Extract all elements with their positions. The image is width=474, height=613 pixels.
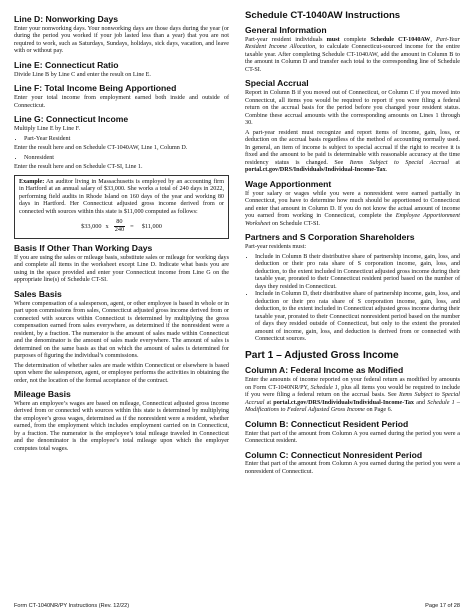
special-accrual-url: portal.ct.gov/DRS/Individuals/Individual-Income-Tax (245, 167, 386, 174)
special-accrual-text-2 (245, 130, 460, 175)
example-formula (19, 219, 224, 234)
line-g-text-1: Enter the result here and on Schedule CT-1040AW, Line 1, Column D. (14, 145, 188, 151)
line-g-bullet-part-year: • Part-Year Resident (24, 136, 229, 144)
line-g-list-1 (14, 136, 229, 144)
column-a-text (245, 377, 460, 415)
general-must: must (326, 36, 340, 43)
formula-equals: = (130, 222, 134, 230)
formula-result: $11,000 (141, 222, 162, 230)
part1-heading: Part 1 – Adjusted Gross Income (245, 349, 399, 361)
page-footer (14, 603, 460, 609)
line-f-heading: Line F: Total Income Being Apportioned (14, 83, 177, 94)
general-schedule-name: Schedule CT-1040AW (370, 36, 431, 43)
special-text-part: . (385, 167, 388, 174)
sales-text-1: Where compensation of a salesperson, agent, or other employee is based in whole or in part upon commissions from sales, Connecticut adjusted gross income derived from or connected with sources within Connecticut is determined by multiplying the gross compensation earned from sales everywhere, as determined if the nonresident were a resident, by a fraction. The numerator is the amount of sales made within Connecticut and the denominator is the amount of sales made everywhere. The amount of sales is determined on the same basis as that on which the amount of sales is determined for purposes of figuring the individual’s commissions. (14, 300, 229, 360)
left-column (14, 10, 229, 478)
partners-list (245, 254, 460, 344)
col-a-text-part: and (414, 399, 428, 406)
special-accrual-ref: Items Subject to Special Accrual (349, 159, 450, 166)
example-box (14, 175, 229, 239)
line-g-list-2 (14, 155, 229, 163)
formula-salary: $33,000 (81, 222, 102, 230)
general-text (245, 37, 460, 75)
col-a-text-part: at (264, 399, 274, 406)
general-schedule-title: Part-Year Resident Income Allocation (245, 36, 460, 51)
line-e-heading: Line E: Connecticut Ratio (14, 59, 119, 70)
column-b-text: Enter that part of the amount from Column A you earned during the period you were a Connecticut resident. (245, 430, 460, 444)
line-f-text: Enter your total income from employment earned both inside and outside of Connecticut. (14, 95, 229, 109)
general-heading: General Information (245, 25, 327, 36)
sales-heading: Sales Basis (14, 288, 62, 299)
mileage-text: Where an employee’s wages are based on mileage, Connecticut adjusted gross income derived from or connected with sources within this state is determined by multiplying the employee’s gross wages, determined as if the nonresident were a resident, whether earned, from the employment which includes employment carried on in Connecticut, by a fraction. The numerator is the employee’s total mileage traveled in Connecticut and the denominator is the employee’s total mileage upon which the employer computes total wages. (14, 400, 229, 452)
partners-intro: Part-year residents must: (245, 244, 307, 251)
instructions-title: Schedule CT-1040AW Instructions (245, 10, 401, 21)
right-column (245, 10, 460, 478)
col-a-modifications-ref: Schedule 1 – Modifications to Federal Adjusted Gross Income (245, 399, 460, 414)
col-a-text-part: , plus all items you would be required to include if you were filing a federal return on the accrual basis. See (245, 384, 460, 399)
wage-text (245, 191, 460, 229)
partners-bullet-1: • Include in Column B their distributive share of partnership income, gain, loss, and deduction or their pro rata share of S corporation income, gain, loss, and deduction, to the extent included in Connecticut adjusted gross income during their taxable year, prorated to their Connecticut resident period based on the number of days they resided in Connecticut. (255, 254, 460, 292)
line-d-heading: Line D: Nonworking Days (14, 14, 119, 24)
general-text-part: complete (339, 36, 371, 43)
line-g-text-2: Enter the result here and on Schedule CT-SI, Line 1. (14, 164, 143, 170)
line-g-bullet-nonresident: • Nonresident (24, 155, 229, 163)
special-text-part: A part-year resident must recognize and report items of income, gain, loss, or deduction on the accrual basis regardless of the method of accounting normally used. In general, an item of income is subject to special accrual if the right to receive it is fixed and the amount to be paid is determinable with reasonable accuracy at the time residency status is changed. See (245, 129, 460, 166)
footer-form-id: Form CT-1040NR/PY Instructions (Rev. 12/22) (14, 603, 130, 609)
basis-text: If you are using the sales or mileage basis, substitute sales or mileage for working days and complete all items in the worksheet except Line D. Indicate what basis you are using in the space provided and enter your Connecticut income from Line G on the appropriate line(s) of Schedule CT-SI. (14, 254, 229, 284)
formula-times: x (105, 222, 109, 230)
col-a-text-part: on Page 6. (364, 407, 393, 414)
mileage-heading: Mileage Basis (14, 389, 71, 400)
column-c-text: Enter that part of the amount from Column A you earned during the period you were a nonresident of Connecticut. (245, 461, 460, 475)
column-a-heading: Column A: Federal Income as Modified (245, 365, 404, 376)
general-text-part: Part-year resident individuals (245, 36, 327, 43)
general-text-part: , (430, 36, 436, 43)
sales-text-2: The determination of whether sales are made within Connecticut or elsewhere is based upon where the salesperson, agent, or employee performs the activities in obtaining the order, not the location of the formal acceptance of the contract. (14, 362, 229, 384)
wage-text-part: If your salary or wages while you were a nonresident were earned partially in Connecticut, you have to determine how much should be apportioned to Connecticut and enter that amount in Column D. If you do not know the actual amount of income you earned from working in Connecticut, complete the (245, 190, 460, 220)
example-body: An auditor living in Massachusetts is employed by an accounting firm in Hartford at an annual salary of $33,000. She works a total of 240 days in 2022, performing field audits in Rhode Island on 160 days of the year and working 80 days in Hartford. Her Connecticut adjusted gross income derived from or connected with sources within this state is $11,000 computed as follows: (19, 178, 224, 215)
col-a-text-part: Enter the amounts of income reported on your federal return as modified by amounts on Form CT-1040NR/PY, (245, 377, 460, 391)
wage-heading: Wage Apportionment (245, 178, 332, 189)
line-e-text: Divide Line B by Line C and enter the result on Line E. (14, 71, 151, 78)
wage-text-part: on Schedule CT-SI. (270, 220, 320, 227)
special-accrual-heading: Special Accrual (245, 78, 309, 89)
footer-page-number: Page 17 of 28 (425, 603, 460, 609)
special-text-part: at (449, 159, 460, 166)
column-b-heading: Column B: Connecticut Resident Period (245, 418, 409, 429)
example-text (19, 179, 224, 217)
partners-heading: Partners and S Corporation Shareholders (245, 232, 415, 243)
column-c-heading: Column C: Connecticut Nonresident Period (245, 449, 423, 460)
col-a-schedule-ref: Schedule 1 (310, 384, 338, 391)
line-g-intro: Multiply Line E by Line F. (14, 126, 81, 132)
line-g-heading: Line G: Connecticut Income (14, 114, 129, 125)
wage-worksheet-ref: Employee Apportionment Worksheet (245, 213, 460, 227)
basis-heading: Basis If Other Than Working Days (14, 242, 153, 253)
formula-numerator: 80 (116, 218, 123, 225)
formula-denominator: 240 (114, 225, 125, 233)
line-d-text: Enter your nonworking days. Your nonworking days are those days during the year (or during the period you worked if your job lasted less than a year) that you are not required to work, such as Saturdays, Sundays, holidays, sick days, vacation, and leave with or without pay. (14, 25, 229, 55)
col-a-accrual-ref: Items Subject to Special Accrual (245, 392, 460, 406)
col-a-url: portal.ct.gov/DRS/Individuals/Individual-Income-Tax (273, 399, 414, 406)
general-text-part: , to calculate Connecticut-sourced income for the entire taxable year. After completing Schedule CT-1040AW, add the amount in Column B to the amount in Column D and transfer each total to the corresponding line of Schedule CT-SI. (245, 44, 460, 73)
special-accrual-text-1: Report in Column B if you moved out of Connecticut, or Column C if you moved into Connecticut, all items you would be required to report if you were filing a federal return on the accrual basis for the period before you changed your resident status. Combine these accrual amounts with the corresponding amounts on Lines 1 through 30. (245, 90, 460, 127)
formula-fraction (113, 219, 126, 234)
partners-bullet-2: • Include in Column D, their distributive share of partnership income, gain, loss, and deduction or their pro rata share of S corporation income, gain, loss, and deduction, to the extent included in Connecticut adjusted gross income during their taxable year, prorated to their Connecticut nonresident period based on the number of days they resided outside of Connecticut, but only to the extent the prorated amount of income, gain, loss, and deduction is derived from or connected with Connecticut sources. (255, 291, 460, 344)
example-label: Example: (19, 178, 45, 185)
